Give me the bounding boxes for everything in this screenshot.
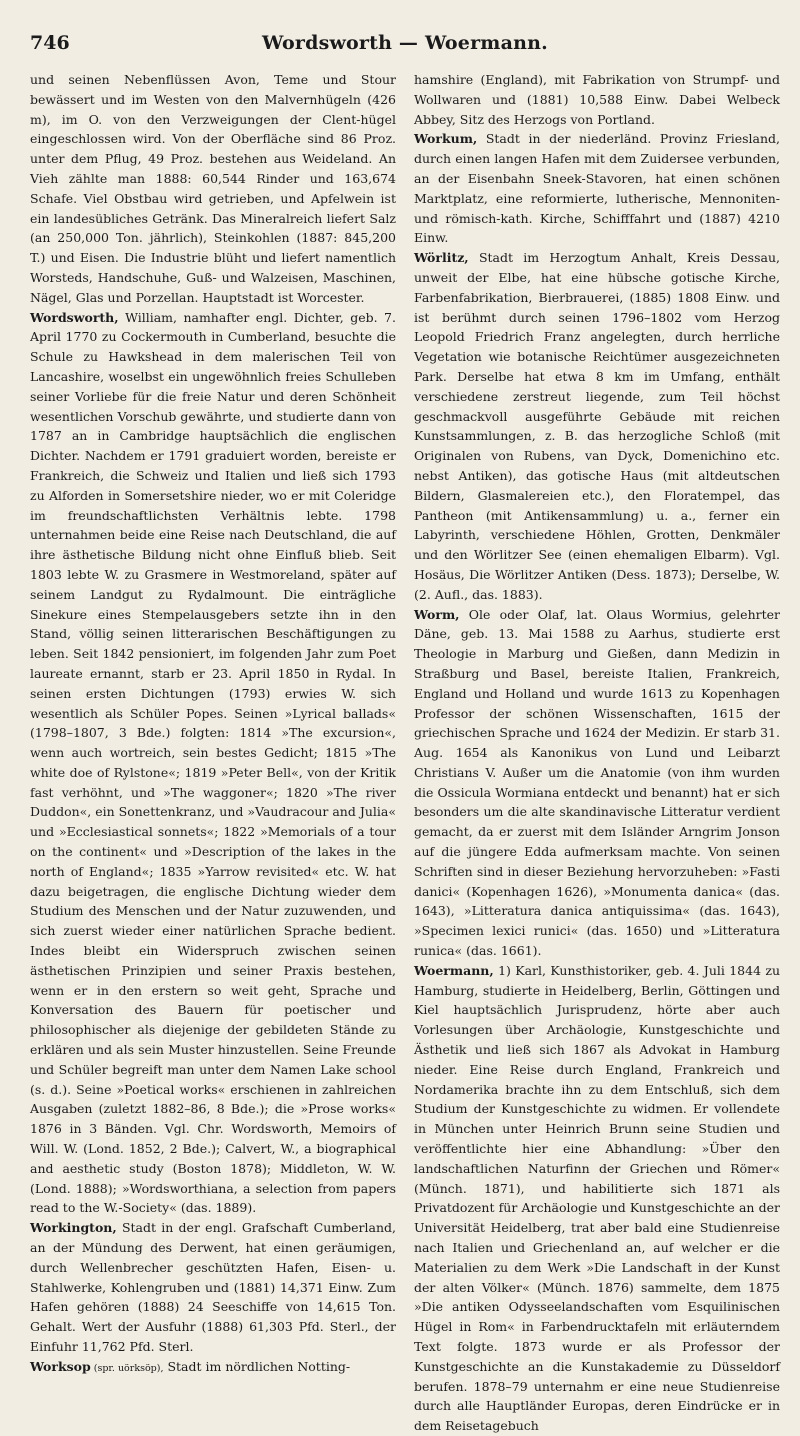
entry-text: und seinen Nebenflüssen Avon, Teme und Stour bewässert und im Westen von den Malvernhügeln (426 m), im O. von den Verzweigungen der Clent-hügel eingeschlossen wird. Von der Oberfläche sind 86 Proz. unter dem Pflug, 49 Proz. bestehen aus Weideland. An Vieh zählte man 1888: 60,544 Rinder und 163,674 Schafe. Viel Obstbau wird getrieben, und Apfelwein ist ein landesübliches Getränk. Das Mineralreich liefert Salz (an 250,000 Ton. jährlich), Steinkohlen (1887: 845,200 T.) und Eisen. Die Industrie blüht und liefert namentlich Worsteds, Handschuhe, Guß- und Walzeisen, Maschinen, Nägel, Glas und Porzellan. Hauptstadt ist Worcester. <box>30 72 396 305</box>
entry-woerlitz <box>414 248 780 604</box>
entry-continuation <box>414 70 780 129</box>
entry-wordsworth <box>30 308 396 1219</box>
right-column <box>414 70 780 1434</box>
entry-title: Workum, <box>414 131 478 147</box>
entry-text: Stadt in der engl. Grafschaft Cumberland, an der Mündung des Derwent, hat einen geräumigen, durch Wellenbrecher geschützten Hafen, Eisen- u. Stahlwerke, Kohlengruben und (1881) 14,371 Einw. Zum Hafen gehören (1888) 24 Seeschiffe von 14,615 Ton. Gehalt. Wert der Ausfuhr (1888) 61,303 Pfd. Sterl., der Einfuhr 11,762 Pfd. Sterl. <box>30 1220 396 1354</box>
entry-text: Ole oder Olaf, lat. Olaus Wormius, gelehrter Däne, geb. 13. Mai 1588 zu Aarhus, studierte erst Theologie in Marburg und Gießen, dann Medizin in Straßburg und Basel, bereiste Italien, Frankreich, England und Holland und wurde 1613 zu Kopenhagen Professor der schönen Wissenschaften, 1615 der griechischen Sprache und 1624 der Medizin. Er starb 31. Aug. 1654 als Kanonikus von Lund und Leibarzt Christians V. Außer um die Anatomie (von ihm wurden die Ossicula Wormiana entdeckt und benannt) hat er sich besonders um die alte skandinavische Litteratur verdient gemacht, da er zuerst mit dem Isländer Arngrim Jonson auf die jüngere Edda aufmerksam machte. Von seinen Schriften sind in dieser Beziehung hervorzuheben: »Fasti danici« (Kopenhagen 1626), »Monumenta danica« (das. 1643), »Litteratura danica antiquissima« (das. 1643), »Specimen lexici runici« (das. 1650) und »Litteratura runica« (das. 1661). <box>414 606 780 959</box>
entry-title: Workington, <box>30 1220 117 1236</box>
entry-title: Woermann, <box>414 962 494 978</box>
entry-worm <box>414 605 780 961</box>
entry-title: Worksop <box>30 1358 91 1374</box>
entry-text: Stadt in der niederländ. Provinz Friesland, durch einen langen Hafen mit dem Zuidersee verbunden, an der Eisenbahn Sneek-Stavoren, hat einen schönen Marktplatz, eine reformierte, lutherische, Mennoniten- und römisch-kath. Kirche, Schifffahrt und (1887) 4210 Einw. <box>414 131 780 246</box>
entry-woermann <box>414 961 780 1436</box>
entry-text: Stadt im nördlichen Notting- <box>163 1358 351 1374</box>
entry-title: Worm, <box>414 606 460 622</box>
entry-text: Stadt im Herzogtum Anhalt, Kreis Dessau, unweit der Elbe, hat eine hübsche gotische Kirche, Farbenfabrikation, Bierbrauerei, (1885) 1808 Einw. und ist berühmt durch seinen 1796–1802 vom Herzog Leopold Friedrich Franz angelegten, durch herrliche Vegetation wie botanische Reichtümer ausgezeichneten Park. Derselbe hat etwa 8 km im Umfang, enthält verschiedene zerstreut liegende, zum Teil höchst geschmackvoll ausgeführte Gebäude mit reichen Kunstsammlungen, z. B. das herzogliche Schloß (mit Originalen von Rubens, van Dyck, Domenichino etc. nebst Antiken), das gotische Haus (mit altdeutschen Bildern, Glasmalereien etc.), den Floratempel, das Pantheon (mit Antikensammlung) u. a., ferner ein Labyrinth, verschiedene Höhlen, Grotten, Denkmäler und den Wörlitzer See (einen ehemaligen Elbarm). Vgl. Hosäus, Die Wörlitzer Antiken (Dess. 1873); Derselbe, W. (2. Aufl., das. 1883). <box>414 250 780 602</box>
running-head: Wordsworth — Woermann. <box>262 32 548 54</box>
entry-text: 1) Karl, Kunsthistoriker, geb. 4. Juli 1844 zu Hamburg, studierte in Heidelberg, Berlin, Göttingen und Kiel hauptsächlich Jurisprudenz, hörte aber auch Vorlesungen über Archäologie, Kunstgeschichte und Ästhetik und ließ sich 1867 als Advokat in Hamburg nieder. Eine Reise durch England, Frankreich und Nordamerika brachte ihn zu dem Entschluß, sich dem Studium der Kunstgeschichte zu widmen. Er vollendete in München unter Heinrich Brunn seine Studien und veröffentlichte hier eine Abhandlung: »Über den landschaftlichen Naturfinn der Griechen und Römer« (Münch. 1871), und habilitierte sich 1871 als Privatdozent für Archäologie und Kunstgeschichte an der Universität Heidelberg, trat aber bald eine Studienreise nach Italien und Griechenland an, auf welcher er die Materialien zu dem Werk »Die Landschaft in der Kunst der alten Völker« (Münch. 1876) sammelte, dem 1875 »Die antiken Odysseelandschaften vom Esquilinischen Hügel in Rom« in Farbendrucktafeln mit erläuterndem Text folgte. 1873 wurde er als Professor der Kunstgeschichte an die Kunstakademie zu Düsseldorf berufen. 1878–79 unternahm er eine neue Studienreise durch alle Hauptländer Europas, deren Eindrücke er in dem Reisetagebuch <box>414 962 780 1434</box>
text-columns <box>30 70 780 1434</box>
entry-title: Wörlitz, <box>414 250 469 266</box>
page-number: 746 <box>30 32 70 54</box>
entry-pronunciation: (spr. uörksöp), <box>90 1362 164 1374</box>
entry-worksop <box>30 1357 396 1379</box>
entry-title: Wordsworth, <box>30 309 119 325</box>
entry-text: hamshire (England), mit Fabrikation von Strumpf- und Wollwaren und (1881) 10,588 Einw. Dabei Welbeck Abbey, Sitz des Herzogs von Portland. <box>414 72 780 127</box>
entry-workington <box>30 1218 396 1357</box>
page-header <box>30 32 780 60</box>
entry-text: William, namhafter engl. Dichter, geb. 7. April 1770 zu Cockermouth in Cumberland, besuchte die Schule zu Hawkshead in dem malerischen Teil von Lancashire, woselbst ein ungewöhnlich freies Schulleben seiner Vorliebe für die freie Natur und deren Schönheit wesentlichen Vorschub gewährte, und studierte dann von 1787 an in Cambridge hauptsächlich die englischen Dichter. Nachdem er 1791 graduiert worden, bereiste er Frankreich, die Schweiz und Italien und ließ sich 1793 zu Alforden in Somersetshire nieder, wo er mit Coleridge im freundschaftlichsten Verhältnis lebte. 1798 unternahmen beide eine Reise nach Deutschland, die auf ihre ästhetische Bildung nicht ohne Einfluß blieb. Seit 1803 lebte W. zu Grasmere in Westmoreland, später auf seinem Landgut zu Rydalmount. Die einträgliche Sinekure eines Stempelausgebers setzte ihn in den Stand, völlig seinen litterarischen Beschäftigungen zu leben. Seit 1842 pensioniert, im folgenden Jahr zum Poet laureate ernannt, starb er 23. April 1850 in Rydal. In seinen ersten Dichtungen (1793) erwies W. sich wesentlich als Schüler Popes. Seinen »Lyrical ballads« (1798–1807, 3 Bde.) folgten: 1814 »The excursion«, wenn auch wortreich, sein bestes Gedicht; 1815 »The white doe of Rylstone«; 1819 »Peter Bell«, von der Kritik fast verhöhnt, und »The waggoner«; 1820 »The river Duddon«, ein Sonettenkranz, und »Vaudracour and Julia« und »Ecclesiastical sonnets«; 1822 »Memorials of a tour on the continent« und »Description of the lakes in the north of England«; 1835 »Yarrow revisited« etc. W. hat dazu beigetragen, die englische Dichtung wieder dem Studium des Menschen und der Natur zuzuwenden, und sich zuerst wieder einer natürlichen Sprache bedient. Indes bleibt ein Widerspruch zwischen seinen ästhetischen Prinzipien und seiner Praxis bestehen, wenn er in den erstern so weit geht, Sprache und Konversation des Bauern für poetischer und philosophischer als diejenige der gebildeten Stände zu erklären und als sein Muster hinzustellen. Seine Freunde und Schüler begreift man unter dem Namen Lake school (s. d.). Seine »Poetical works« erschienen in zahlreichen Ausgaben (zuletzt 1882–86, 8 Bde.); die »Prose works« 1876 in 3 Bänden. Vgl. Chr. Wordsworth, Memoirs of Will. W. (Lond. 1852, 2 Bde.); Calvert, W., a biographical and aesthetic study (Boston 1878); Middleton, W. W. (Lond. 1888); »Wordsworthiana, a selection from papers read to the W.-Society« (das. 1889). <box>30 309 396 1216</box>
entry-continuation <box>30 70 396 308</box>
left-column <box>30 70 396 1374</box>
entry-workum <box>414 129 780 248</box>
